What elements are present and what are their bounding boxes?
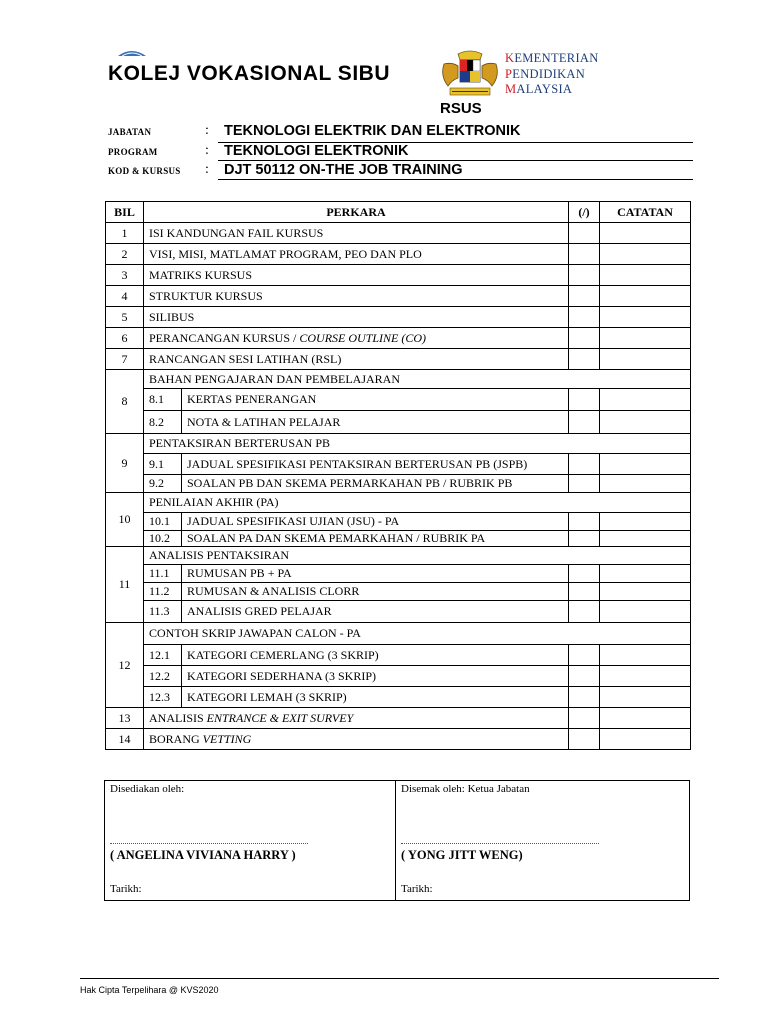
info-colon: :	[205, 143, 209, 158]
remark-cell[interactable]	[600, 687, 691, 708]
remark-cell[interactable]	[600, 454, 691, 475]
row-item-text: BORANG	[149, 731, 203, 746]
ministry-line-3	[505, 82, 599, 98]
group-title: PENTAKSIRAN BERTERUSAN PB	[144, 434, 691, 454]
group-title: PENILAIAN AKHIR (PA)	[144, 493, 691, 513]
tick-cell[interactable]	[569, 729, 600, 750]
table-row	[106, 434, 691, 454]
remark-cell[interactable]	[600, 666, 691, 687]
row-item: RANCANGAN SESI LATIHAN (RSL)	[144, 349, 569, 370]
row-number: 4	[106, 286, 144, 307]
sub-number: 12.1	[144, 645, 182, 666]
table-row	[106, 328, 691, 349]
partial-title: RSUS	[440, 100, 482, 117]
remark-cell[interactable]	[600, 328, 691, 349]
row-number: 8	[106, 370, 144, 434]
signature-divider	[395, 781, 396, 900]
table-row	[106, 513, 691, 531]
table-row	[106, 493, 691, 513]
table-row	[106, 666, 691, 687]
sub-number: 9.1	[144, 454, 182, 475]
table-row	[106, 601, 691, 623]
row-number: 1	[106, 223, 144, 244]
remark-cell[interactable]	[600, 475, 691, 493]
remark-cell[interactable]	[600, 307, 691, 328]
sub-item: ANALISIS GRED PELAJAR	[182, 601, 569, 623]
remark-cell[interactable]	[600, 531, 691, 547]
checklist-table	[105, 201, 691, 750]
ministry-word-rest: ALAYSIA	[516, 82, 573, 96]
sub-item: NOTA & LATIHAN PELAJAR	[182, 411, 569, 434]
prepared-by-name: ( ANGELINA VIVIANA HARRY )	[110, 848, 296, 862]
table-row	[106, 389, 691, 411]
header-perkara: PERKARA	[144, 202, 569, 223]
sub-item: KERTAS PENERANGAN	[182, 389, 569, 411]
row-item: STRUKTUR KURSUS	[144, 286, 569, 307]
row-number: 12	[106, 623, 144, 708]
table-row	[106, 244, 691, 265]
group-title: BAHAN PENGAJARAN DAN PEMBELAJARAN	[144, 370, 691, 389]
coat-of-arms-logo	[438, 50, 502, 100]
row-number: 11	[106, 547, 144, 623]
info-colon: :	[205, 162, 209, 177]
tick-cell[interactable]	[569, 565, 600, 583]
table-header-row	[106, 202, 691, 223]
remark-cell[interactable]	[600, 223, 691, 244]
row-item-italic: VETTING	[202, 731, 252, 746]
tick-cell[interactable]	[569, 666, 600, 687]
sub-item: JADUAL SPESIFIKASI UJIAN (JSU) - PA	[182, 513, 569, 531]
ministry-initial: K	[505, 51, 515, 65]
sub-number: 12.2	[144, 666, 182, 687]
tick-cell[interactable]	[569, 531, 600, 547]
info-label-program: PROGRAM	[108, 147, 158, 157]
remark-cell[interactable]	[600, 513, 691, 531]
tick-cell[interactable]	[569, 583, 600, 601]
sub-number: 10.2	[144, 531, 182, 547]
tick-cell[interactable]	[569, 475, 600, 493]
row-item-italic: COURSE OUTLINE (CO)	[299, 330, 427, 345]
table-row	[106, 531, 691, 547]
tick-cell[interactable]	[569, 708, 600, 729]
table-row	[106, 547, 691, 565]
ministry-initial: M	[505, 82, 517, 96]
table-row	[106, 349, 691, 370]
table-row	[106, 370, 691, 389]
info-value-kod-kursus: DJT 50112 ON-THE JOB TRAINING	[224, 162, 463, 178]
row-number: 10	[106, 493, 144, 547]
sub-number: 8.1	[144, 389, 182, 411]
row-item: ISI KANDUNGAN FAIL KURSUS	[144, 223, 569, 244]
info-underline	[218, 160, 693, 161]
college-logo-fragment	[116, 48, 148, 56]
table-row	[106, 475, 691, 493]
remark-cell[interactable]	[600, 389, 691, 411]
remark-cell[interactable]	[600, 645, 691, 666]
sub-number: 11.2	[144, 583, 182, 601]
table-row	[106, 583, 691, 601]
sub-number: 12.3	[144, 687, 182, 708]
checked-signature-line[interactable]	[401, 843, 599, 844]
tick-cell[interactable]	[569, 265, 600, 286]
sub-number: 11.3	[144, 601, 182, 623]
school-name: KOLEJ VOKASIONAL SIBU	[108, 62, 390, 85]
info-underline	[218, 179, 693, 180]
table-row	[106, 708, 691, 729]
sub-item: JADUAL SPESIFIKASI PENTAKSIRAN BERTERUSAN PB (JSPB)	[182, 454, 569, 475]
checked-by-name: ( YONG JITT WENG)	[401, 848, 523, 862]
tick-cell[interactable]	[569, 687, 600, 708]
remark-cell[interactable]	[600, 349, 691, 370]
info-colon: :	[205, 123, 209, 138]
row-item	[144, 708, 569, 729]
row-number: 3	[106, 265, 144, 286]
table-row	[106, 623, 691, 645]
checked-by-label: Disemak oleh: Ketua Jabatan	[401, 783, 530, 795]
signature-box	[104, 780, 690, 901]
remark-cell[interactable]	[600, 286, 691, 307]
table-row	[106, 411, 691, 434]
sub-item: KATEGORI CEMERLANG (3 SKRIP)	[182, 645, 569, 666]
table-row	[106, 565, 691, 583]
row-number: 5	[106, 307, 144, 328]
tick-cell[interactable]	[569, 513, 600, 531]
ministry-name	[505, 51, 599, 98]
remark-cell[interactable]	[600, 708, 691, 729]
row-item-italic: ENTRANCE & EXIT SURVEY	[206, 710, 354, 725]
header-tick: (/)	[569, 202, 600, 223]
header-catatan: CATATAN	[600, 202, 691, 223]
sub-item: SOALAN PA DAN SKEMA PEMARKAHAN / RUBRIK PA	[182, 531, 569, 547]
footer-rule	[80, 978, 719, 979]
row-item: SILIBUS	[144, 307, 569, 328]
ministry-initial: P	[505, 66, 513, 81]
row-number: 13	[106, 708, 144, 729]
ministry-line-2	[505, 67, 599, 83]
prepared-date-label: Tarikh:	[110, 883, 142, 895]
row-item-text: ANALISIS	[149, 710, 207, 725]
sub-item: KATEGORI LEMAH (3 SKRIP)	[182, 687, 569, 708]
tick-cell[interactable]	[569, 286, 600, 307]
row-number: 9	[106, 434, 144, 493]
row-number: 7	[106, 349, 144, 370]
remark-cell[interactable]	[600, 729, 691, 750]
prepared-signature-line[interactable]	[110, 843, 308, 844]
copyright-text: Hak Cipta Terpelihara @ KVS2020	[80, 985, 219, 995]
table-row	[106, 454, 691, 475]
table-row	[106, 729, 691, 750]
tick-cell[interactable]	[569, 349, 600, 370]
row-item: MATRIKS KURSUS	[144, 265, 569, 286]
remark-cell[interactable]	[600, 583, 691, 601]
header-bil: BIL	[106, 202, 144, 223]
sub-number: 11.1	[144, 565, 182, 583]
tick-cell[interactable]	[569, 411, 600, 434]
ministry-line-1	[505, 51, 599, 67]
tick-cell[interactable]	[569, 601, 600, 623]
table-row	[106, 223, 691, 244]
group-title: ANALISIS PENTAKSIRAN	[144, 547, 691, 565]
sub-item: SOALAN PB DAN SKEMA PERMARKAHAN PB / RUBRIK PB	[182, 475, 569, 493]
info-value-jabatan: TEKNOLOGI ELEKTRIK DAN ELEKTRONIK	[224, 123, 521, 139]
table-row	[106, 645, 691, 666]
info-value-program: TEKNOLOGI ELEKTRONIK	[224, 143, 409, 159]
table-row	[106, 687, 691, 708]
tick-cell[interactable]	[569, 328, 600, 349]
row-item	[144, 328, 569, 349]
row-item-text: PERANCANGAN KURSUS /	[149, 330, 300, 345]
tick-cell[interactable]	[569, 244, 600, 265]
sub-item: RUMUSAN PB + PA	[182, 565, 569, 583]
row-number: 6	[106, 328, 144, 349]
group-title: CONTOH SKRIP JAWAPAN CALON - PA	[144, 623, 691, 645]
remark-cell[interactable]	[600, 565, 691, 583]
tick-cell[interactable]	[569, 307, 600, 328]
info-label-kod-kursus: KOD & KURSUS	[108, 166, 181, 176]
table-row	[106, 265, 691, 286]
tick-cell[interactable]	[569, 223, 600, 244]
remark-cell[interactable]	[600, 244, 691, 265]
sub-number: 8.2	[144, 411, 182, 434]
ministry-word-rest: ENDIDIKAN	[512, 66, 586, 81]
remark-cell[interactable]	[600, 601, 691, 623]
sub-item: KATEGORI SEDERHANA (3 SKRIP)	[182, 666, 569, 687]
remark-cell[interactable]	[600, 265, 691, 286]
sub-item: RUMUSAN & ANALISIS CLORR	[182, 583, 569, 601]
remark-cell[interactable]	[600, 411, 691, 434]
table-row	[106, 307, 691, 328]
prepared-by-label: Disediakan oleh:	[110, 783, 185, 795]
row-item: VISI, MISI, MATLAMAT PROGRAM, PEO DAN PLO	[144, 244, 569, 265]
row-number: 2	[106, 244, 144, 265]
sub-number: 9.2	[144, 475, 182, 493]
tick-cell[interactable]	[569, 454, 600, 475]
tick-cell[interactable]	[569, 645, 600, 666]
sub-number: 10.1	[144, 513, 182, 531]
ministry-word-rest: EMENTERIAN	[514, 51, 599, 65]
checked-date-label: Tarikh:	[401, 883, 433, 895]
row-number: 14	[106, 729, 144, 750]
info-label-jabatan: JABATAN	[108, 127, 152, 137]
tick-cell[interactable]	[569, 389, 600, 411]
table-row	[106, 286, 691, 307]
row-item	[144, 729, 569, 750]
